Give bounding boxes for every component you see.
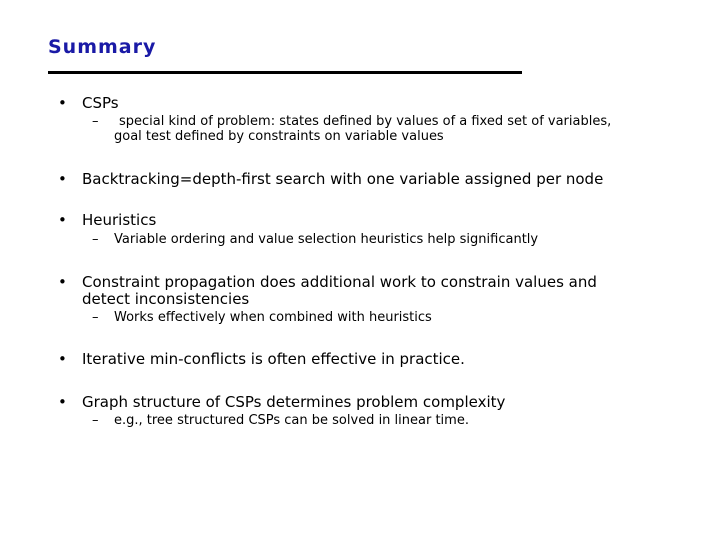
sub-bullet-constraint-propagation: Works effectively when combined with heuristics: [114, 310, 432, 325]
bullet-marker: •: [58, 211, 67, 229]
bullet-min-conflicts: Iterative min-conflicts is often effective in practice.: [82, 350, 465, 368]
bullet-marker: •: [58, 393, 67, 411]
sub-bullet-marker: –: [92, 413, 99, 428]
slide-title: Summary: [48, 36, 157, 58]
bullet-csps: CSPs: [82, 94, 119, 112]
sub-bullet-graph-structure: e.g., tree structured CSPs can be solved in linear time.: [114, 413, 469, 428]
sub-bullet-heuristics: Variable ordering and value selection heuristics help significantly: [114, 232, 539, 247]
sub-bullet-marker: –: [92, 310, 99, 325]
bullet-backtracking: Backtracking=depth-first search with one variable assigned per node: [82, 170, 604, 188]
sub-bullet-csps-line1: special kind of problem: states defined by values of a fixed set of variables,: [119, 114, 612, 129]
bullet-constraint-propagation-line1: Constraint propagation does additional work to constrain values and: [82, 273, 597, 291]
bullet-graph-structure: Graph structure of CSPs determines problem complexity: [82, 393, 506, 411]
bullet-constraint-propagation-line2: detect inconsistencies: [82, 290, 250, 308]
bullet-heuristics: Heuristics: [82, 211, 157, 229]
bullet-marker: •: [58, 350, 67, 368]
sub-bullet-csps-line2: goal test defined by constraints on variable values: [114, 129, 444, 144]
sub-bullet-marker: –: [92, 114, 99, 129]
bullet-marker: •: [58, 273, 67, 291]
sub-bullet-marker: –: [92, 232, 99, 247]
bullet-marker: •: [58, 170, 67, 188]
title-underline: [48, 71, 522, 74]
bullet-marker: •: [58, 94, 67, 112]
